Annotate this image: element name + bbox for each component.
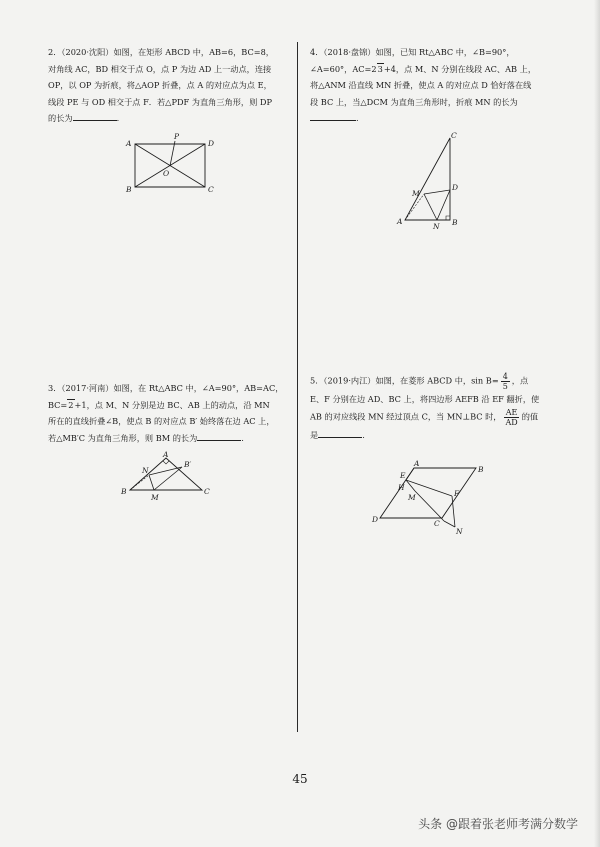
problem-5-line-3 (310, 408, 539, 427)
problem-4-line-2-tail: +4，点 M、N 分别在线段 AC、AB 上， (383, 63, 537, 74)
label-a: A (414, 459, 420, 468)
label-p: P (174, 132, 180, 141)
answer-blank (197, 430, 241, 441)
label-n: N (142, 466, 149, 475)
problem-5-line-3-head: AB 的对应线段 MN 经过顶点 C，当 MN⊥BC 时， (310, 411, 502, 422)
problem-3 (48, 380, 283, 446)
label-b-prime: B′ (184, 460, 192, 469)
sqrt-sign: 2 (68, 399, 74, 410)
label-b: B (478, 465, 484, 474)
label-b: B (121, 487, 127, 496)
problem-2-line-3: OP，以 OP 为折痕，将△AOP 折叠，点 A 的对应点为点 E， (48, 80, 272, 91)
problem-3-line-4: 若△MB′C 为直角三角形，则 BM 的长为 . (48, 430, 283, 447)
fraction-denominator: AD (505, 417, 518, 427)
problem-2-figure (125, 134, 215, 198)
problem-2 (48, 44, 274, 127)
label-n: N (456, 527, 463, 536)
label-m: M (408, 493, 416, 502)
triangle-diagram (395, 128, 470, 233)
problem-2-line-4: 线段 PE 与 OD 相交于点 F．若△PDF 为直角三角形，则 DP (48, 96, 272, 107)
column-divider (297, 42, 298, 732)
rectangle-diagram (125, 134, 215, 194)
problem-3-line-4-text: 若△MB′C 为直角三角形，则 BM 的长为 (48, 432, 198, 443)
sin-fraction (501, 372, 510, 391)
label-b: B (452, 218, 458, 227)
problem-5-line-2: E、F 分别在边 AD、BC 上，将四边形 AEFB 沿 EF 翻折，使 (310, 394, 540, 404)
label-f: F (454, 489, 460, 498)
problem-4-figure (395, 128, 470, 237)
page-edge-shadow (594, 0, 600, 847)
problem-5-line-4: 是 . (310, 427, 539, 444)
page-number: 45 (292, 772, 308, 786)
label-d: D (208, 139, 215, 148)
problem-5-line-3-tail: 的值 (521, 411, 539, 422)
fraction-denominator: 5 (502, 382, 508, 391)
sqrt-sign: 3 (377, 63, 383, 74)
problem-2-line-5-text: 的长为 (48, 113, 73, 124)
label-a: A (397, 217, 403, 226)
problem-4-line-2 (310, 61, 536, 78)
fraction-numerator: AE (505, 407, 518, 417)
problem-4-line-2-head: ∠A=60°，AC=2 (310, 63, 377, 74)
label-c: C (434, 519, 440, 528)
problem-5-line-1 (310, 372, 539, 391)
problem-3-line-3: 所在的直线折叠∠B，使点 B 的对应点 B′ 始终落在边 AC 上， (48, 416, 275, 427)
problem-2-line-1: 2．（2020·沈阳）如图，在矩形 ABCD 中，AB=6，BC=8， (48, 47, 274, 57)
label-c: C (204, 487, 210, 496)
problem-2-line-2: 对角线 AC，BD 相交于点 O，点 P 为边 AD 上一动点，连接 (48, 63, 272, 74)
answer-blank (318, 427, 362, 438)
label-o: O (163, 169, 170, 178)
label-c: C (451, 131, 457, 140)
answer-blank (73, 110, 117, 121)
answer-blank (310, 110, 356, 121)
label-b: B (126, 185, 132, 194)
problem-5-figure (370, 460, 490, 544)
label-d: D (452, 183, 459, 192)
label-m: M (412, 189, 420, 198)
watermark-text: 头条 @跟着张老师考满分数学 (418, 817, 578, 831)
label-a: A (163, 450, 169, 459)
label-n: N (433, 222, 440, 231)
problem-5 (310, 372, 539, 443)
label-d: D (372, 515, 379, 524)
label-e: E (400, 471, 406, 480)
problem-2-line-5: 的长为 . (48, 110, 274, 127)
ratio-fraction (503, 408, 519, 427)
fraction-numerator: 4 (502, 372, 508, 381)
problem-4-line-5: . (310, 110, 536, 127)
rhombus-diagram (370, 460, 490, 540)
problem-4-line-3: 将△ANM 沿直线 MN 折叠，使点 A 的对应点 D 恰好落在线 (310, 80, 532, 91)
problem-5-line-1-head: 5．（2019·内江）如图，在菱形 ABCD 中，sin B= (310, 375, 499, 386)
label-c: C (208, 185, 214, 194)
problem-3-line-2-head: BC= (48, 399, 68, 410)
problem-4 (310, 44, 536, 127)
problem-3-line-1: 3．（2017·河南）如图，在 Rt△ABC 中，∠A=90°，AB=AC， (48, 383, 284, 393)
label-h: H (398, 483, 405, 492)
label-m: M (151, 493, 159, 502)
problem-5-line-4-text: 是 (310, 429, 319, 440)
problem-4-line-1: 4．（2018·盘锦）如图，已知 Rt△ABC 中，∠B=90°， (310, 47, 515, 57)
problem-3-line-2 (48, 397, 283, 414)
label-a: A (126, 139, 132, 148)
problem-3-figure (118, 450, 218, 508)
triangle-diagram (118, 450, 218, 504)
problem-5-line-1-tail: ，点 (511, 375, 529, 386)
problem-4-line-4: 段 BC 上，当△DCM 为直角三角形时，折痕 MN 的长为 (310, 96, 518, 107)
problem-3-line-2-tail: +1，点 M、N 分别是边 BC、AB 上的动点，沿 MN (74, 399, 270, 410)
